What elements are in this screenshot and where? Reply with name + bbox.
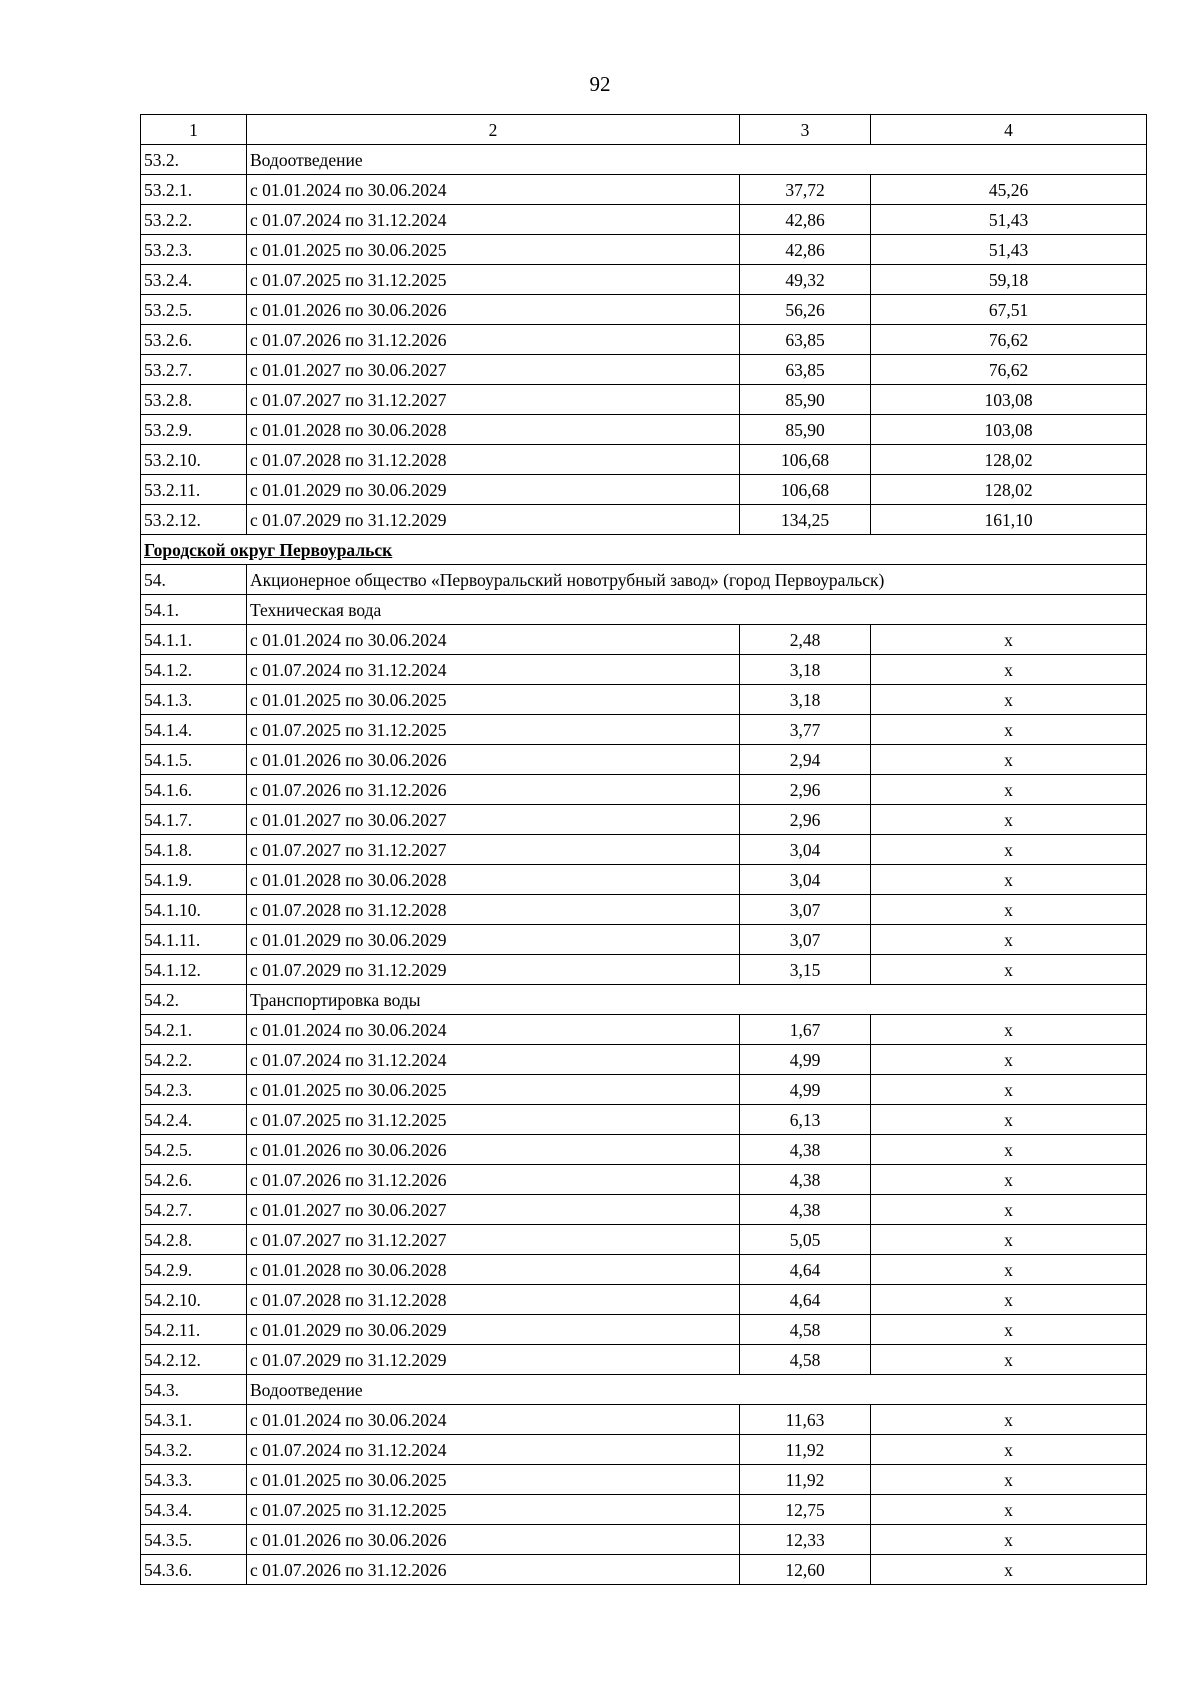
period-cell: с 01.01.2025 по 30.06.2025 (247, 1075, 740, 1105)
section-label: Техническая вода (247, 595, 1147, 625)
period-cell: с 01.07.2027 по 31.12.2027 (247, 385, 740, 415)
period-cell: с 01.07.2029 по 31.12.2029 (247, 505, 740, 535)
row-number: 54.1.1. (141, 625, 247, 655)
period-cell: с 01.01.2025 по 30.06.2025 (247, 685, 740, 715)
tariff-value-col4: x (871, 625, 1147, 655)
tariff-value-col4: x (871, 1105, 1147, 1135)
period-cell: с 01.07.2026 по 31.12.2026 (247, 325, 740, 355)
tariff-value-col3: 4,64 (740, 1285, 871, 1315)
tariff-value-col3: 3,15 (740, 955, 871, 985)
table-row (141, 1015, 1147, 1045)
period-cell: с 01.07.2026 по 31.12.2026 (247, 1555, 740, 1585)
row-number: 54.2.7. (141, 1195, 247, 1225)
tariff-value-col4: x (871, 685, 1147, 715)
tariff-value-col3: 4,38 (740, 1135, 871, 1165)
row-number: 54.1.3. (141, 685, 247, 715)
table-row (141, 445, 1147, 475)
row-number: 54.1.6. (141, 775, 247, 805)
tariff-value-col3: 42,86 (740, 205, 871, 235)
tariff-value-col3: 106,68 (740, 475, 871, 505)
row-number: 53.2.4. (141, 265, 247, 295)
tariff-value-col3: 3,18 (740, 685, 871, 715)
tariff-value-col4: x (871, 1465, 1147, 1495)
table-row (141, 1225, 1147, 1255)
tariff-value-col3: 4,99 (740, 1045, 871, 1075)
table-row (141, 205, 1147, 235)
tariff-value-col3: 4,38 (740, 1195, 871, 1225)
row-number: 54.1.12. (141, 955, 247, 985)
row-number: 53.2.5. (141, 295, 247, 325)
table-row (141, 505, 1147, 535)
row-number: 54.2.4. (141, 1105, 247, 1135)
tariff-value-col4: x (871, 1435, 1147, 1465)
table-row (141, 1135, 1147, 1165)
table-row (141, 385, 1147, 415)
section-label: Водоотведение (247, 1375, 1147, 1405)
table-row (141, 1555, 1147, 1585)
section-label: Акционерное общество «Первоуральский новотрубный завод» (город Первоуральск) (247, 565, 1147, 595)
table-row (141, 775, 1147, 805)
period-cell: с 01.01.2026 по 30.06.2026 (247, 745, 740, 775)
period-cell: с 01.07.2027 по 31.12.2027 (247, 1225, 740, 1255)
row-number: 54.1.8. (141, 835, 247, 865)
period-cell: с 01.01.2024 по 30.06.2024 (247, 1405, 740, 1435)
tariff-value-col4: x (871, 955, 1147, 985)
row-number: 53.2.1. (141, 175, 247, 205)
tariff-value-col3: 56,26 (740, 295, 871, 325)
section-label: Водоотведение (247, 145, 1147, 175)
row-number: 54.3.1. (141, 1405, 247, 1435)
column-header-4: 4 (871, 115, 1147, 145)
region-heading: Городской округ Первоуральск (141, 535, 1147, 565)
tariff-value-col4: x (871, 865, 1147, 895)
column-header-2: 2 (247, 115, 740, 145)
period-cell: с 01.07.2024 по 31.12.2024 (247, 655, 740, 685)
row-number: 54.2. (141, 985, 247, 1015)
table-row (141, 865, 1147, 895)
tariff-value-col3: 1,67 (740, 1015, 871, 1045)
period-cell: с 01.07.2028 по 31.12.2028 (247, 445, 740, 475)
table-row (141, 265, 1147, 295)
row-number: 54.2.11. (141, 1315, 247, 1345)
table-row (141, 175, 1147, 205)
row-number: 54.2.5. (141, 1135, 247, 1165)
period-cell: с 01.01.2028 по 30.06.2028 (247, 865, 740, 895)
row-number: 54.2.2. (141, 1045, 247, 1075)
table-row (141, 1525, 1147, 1555)
tariff-value-col3: 12,75 (740, 1495, 871, 1525)
tariff-value-col4: x (871, 1135, 1147, 1165)
table-row (141, 1465, 1147, 1495)
row-number: 54. (141, 565, 247, 595)
row-number: 53.2.8. (141, 385, 247, 415)
period-cell: с 01.01.2029 по 30.06.2029 (247, 475, 740, 505)
period-cell: с 01.01.2024 по 30.06.2024 (247, 175, 740, 205)
period-cell: с 01.01.2026 по 30.06.2026 (247, 1135, 740, 1165)
tariff-value-col4: 103,08 (871, 385, 1147, 415)
page-number: 92 (589, 72, 611, 96)
period-cell: с 01.07.2025 по 31.12.2025 (247, 1105, 740, 1135)
tariff-value-col4: 161,10 (871, 505, 1147, 535)
row-number: 53.2. (141, 145, 247, 175)
table-row (141, 1345, 1147, 1375)
table-row (141, 1045, 1147, 1075)
period-cell: с 01.01.2029 по 30.06.2029 (247, 925, 740, 955)
tariff-value-col4: x (871, 1345, 1147, 1375)
row-number: 54.3.3. (141, 1465, 247, 1495)
period-cell: с 01.07.2026 по 31.12.2026 (247, 1165, 740, 1195)
table-row (141, 655, 1147, 685)
period-cell: с 01.01.2027 по 30.06.2027 (247, 805, 740, 835)
table-row (141, 295, 1147, 325)
tariff-value-col3: 37,72 (740, 175, 871, 205)
section-row (141, 145, 1147, 175)
period-cell: с 01.01.2024 по 30.06.2024 (247, 625, 740, 655)
table-row (141, 625, 1147, 655)
tariff-value-col4: x (871, 1525, 1147, 1555)
table-row (141, 925, 1147, 955)
tariff-value-col4: x (871, 1285, 1147, 1315)
tariff-value-col4: x (871, 835, 1147, 865)
tariff-value-col4: x (871, 1495, 1147, 1525)
tariff-value-col3: 106,68 (740, 445, 871, 475)
tariff-value-col4: x (871, 775, 1147, 805)
row-number: 54.1. (141, 595, 247, 625)
table-row (141, 1405, 1147, 1435)
tariff-value-col3: 4,58 (740, 1345, 871, 1375)
table-row (141, 1435, 1147, 1465)
row-number: 53.2.2. (141, 205, 247, 235)
table-row (141, 895, 1147, 925)
tariff-value-col4: 76,62 (871, 325, 1147, 355)
section-row (141, 595, 1147, 625)
tariff-value-col3: 11,92 (740, 1435, 871, 1465)
tariff-value-col3: 3,04 (740, 835, 871, 865)
tariff-value-col3: 12,33 (740, 1525, 871, 1555)
table-row (141, 835, 1147, 865)
tariff-value-col3: 4,99 (740, 1075, 871, 1105)
tariff-value-col3: 63,85 (740, 355, 871, 385)
tariff-value-col4: x (871, 1075, 1147, 1105)
tariff-value-col4: x (871, 1225, 1147, 1255)
tariff-value-col4: x (871, 655, 1147, 685)
row-number: 54.1.4. (141, 715, 247, 745)
table-row (141, 1495, 1147, 1525)
tariff-value-col4: 51,43 (871, 205, 1147, 235)
tariff-value-col3: 134,25 (740, 505, 871, 535)
tariff-value-col4: x (871, 1045, 1147, 1075)
table-row (141, 955, 1147, 985)
row-number: 54.3.2. (141, 1435, 247, 1465)
table-row (141, 355, 1147, 385)
tariff-value-col4: 45,26 (871, 175, 1147, 205)
tariff-value-col4: 67,51 (871, 295, 1147, 325)
row-number: 53.2.9. (141, 415, 247, 445)
tariff-value-col4: x (871, 1165, 1147, 1195)
period-cell: с 01.01.2027 по 30.06.2027 (247, 1195, 740, 1225)
row-number: 53.2.6. (141, 325, 247, 355)
tariff-value-col4: 51,43 (871, 235, 1147, 265)
row-number: 53.2.3. (141, 235, 247, 265)
table-row (141, 1105, 1147, 1135)
period-cell: с 01.01.2025 по 30.06.2025 (247, 235, 740, 265)
period-cell: с 01.07.2024 по 31.12.2024 (247, 205, 740, 235)
tariff-value-col3: 2,96 (740, 775, 871, 805)
tariff-value-col3: 3,04 (740, 865, 871, 895)
section-row (141, 985, 1147, 1015)
period-cell: с 01.07.2024 по 31.12.2024 (247, 1045, 740, 1075)
tariff-value-col4: x (871, 895, 1147, 925)
period-cell: с 01.07.2024 по 31.12.2024 (247, 1435, 740, 1465)
table-row (141, 235, 1147, 265)
tariff-value-col4: x (871, 745, 1147, 775)
row-number: 54.1.9. (141, 865, 247, 895)
period-cell: с 01.01.2026 по 30.06.2026 (247, 295, 740, 325)
row-number: 54.3.5. (141, 1525, 247, 1555)
tariff-value-col3: 85,90 (740, 385, 871, 415)
period-cell: с 01.07.2027 по 31.12.2027 (247, 835, 740, 865)
row-number: 54.3. (141, 1375, 247, 1405)
tariff-value-col4: x (871, 1195, 1147, 1225)
row-number: 54.2.8. (141, 1225, 247, 1255)
tariff-value-col4: 76,62 (871, 355, 1147, 385)
tariff-value-col3: 3,18 (740, 655, 871, 685)
tariff-value-col3: 3,07 (740, 925, 871, 955)
tariff-value-col3: 6,13 (740, 1105, 871, 1135)
tariff-value-col3: 49,32 (740, 265, 871, 295)
period-cell: с 01.01.2027 по 30.06.2027 (247, 355, 740, 385)
period-cell: с 01.01.2028 по 30.06.2028 (247, 415, 740, 445)
period-cell: с 01.01.2026 по 30.06.2026 (247, 1525, 740, 1555)
table-row (141, 475, 1147, 505)
tariff-value-col4: x (871, 1255, 1147, 1285)
tariff-value-col3: 2,48 (740, 625, 871, 655)
period-cell: с 01.07.2028 по 31.12.2028 (247, 895, 740, 925)
tariff-value-col3: 4,58 (740, 1315, 871, 1345)
tariff-value-col3: 4,38 (740, 1165, 871, 1195)
tariff-value-col3: 2,96 (740, 805, 871, 835)
tariff-value-col4: x (871, 1315, 1147, 1345)
period-cell: с 01.07.2025 по 31.12.2025 (247, 265, 740, 295)
table-body (141, 115, 1147, 1585)
tariff-value-col4: 59,18 (871, 265, 1147, 295)
tariff-value-col4: x (871, 805, 1147, 835)
tariff-value-col4: x (871, 1405, 1147, 1435)
tariff-value-col3: 2,94 (740, 745, 871, 775)
table-row (141, 415, 1147, 445)
tariff-value-col3: 11,63 (740, 1405, 871, 1435)
period-cell: с 01.07.2025 по 31.12.2025 (247, 715, 740, 745)
period-cell: с 01.07.2029 по 31.12.2029 (247, 1345, 740, 1375)
row-number: 53.2.7. (141, 355, 247, 385)
row-number: 54.2.6. (141, 1165, 247, 1195)
tariff-value-col4: x (871, 1555, 1147, 1585)
region-heading-row (141, 535, 1147, 565)
section-label: Транспортировка воды (247, 985, 1147, 1015)
tariff-value-col4: x (871, 925, 1147, 955)
tariff-value-col3: 3,77 (740, 715, 871, 745)
period-cell: с 01.07.2025 по 31.12.2025 (247, 1495, 740, 1525)
tariff-table (140, 114, 1147, 1585)
tariff-value-col3: 3,07 (740, 895, 871, 925)
row-number: 54.3.4. (141, 1495, 247, 1525)
row-number: 54.2.10. (141, 1285, 247, 1315)
tariff-value-col3: 12,60 (740, 1555, 871, 1585)
period-cell: с 01.01.2025 по 30.06.2025 (247, 1465, 740, 1495)
table-row (141, 1075, 1147, 1105)
row-number: 54.2.3. (141, 1075, 247, 1105)
period-cell: с 01.07.2026 по 31.12.2026 (247, 775, 740, 805)
tariff-value-col3: 85,90 (740, 415, 871, 445)
section-row (141, 1375, 1147, 1405)
period-cell: с 01.01.2028 по 30.06.2028 (247, 1255, 740, 1285)
row-number: 53.2.10. (141, 445, 247, 475)
row-number: 53.2.11. (141, 475, 247, 505)
tariff-value-col4: x (871, 715, 1147, 745)
tariff-value-col4: 128,02 (871, 475, 1147, 505)
tariff-value-col4: 103,08 (871, 415, 1147, 445)
tariff-value-col3: 63,85 (740, 325, 871, 355)
section-row (141, 565, 1147, 595)
row-number: 54.1.2. (141, 655, 247, 685)
table-row (141, 1195, 1147, 1225)
tariff-value-col3: 4,64 (740, 1255, 871, 1285)
row-number: 54.2.1. (141, 1015, 247, 1045)
table-row (141, 1165, 1147, 1195)
row-number: 53.2.12. (141, 505, 247, 535)
column-header-3: 3 (740, 115, 871, 145)
table-row (141, 1285, 1147, 1315)
table-row (141, 805, 1147, 835)
tariff-value-col4: 128,02 (871, 445, 1147, 475)
row-number: 54.1.5. (141, 745, 247, 775)
row-number: 54.1.7. (141, 805, 247, 835)
table-header-row (141, 115, 1147, 145)
table-row (141, 1255, 1147, 1285)
table-row (141, 715, 1147, 745)
table-row (141, 685, 1147, 715)
tariff-value-col4: x (871, 1015, 1147, 1045)
table-row (141, 1315, 1147, 1345)
period-cell: с 01.01.2029 по 30.06.2029 (247, 1315, 740, 1345)
row-number: 54.1.11. (141, 925, 247, 955)
period-cell: с 01.07.2029 по 31.12.2029 (247, 955, 740, 985)
period-cell: с 01.01.2024 по 30.06.2024 (247, 1015, 740, 1045)
tariff-value-col3: 11,92 (740, 1465, 871, 1495)
column-header-1: 1 (141, 115, 247, 145)
row-number: 54.3.6. (141, 1555, 247, 1585)
row-number: 54.1.10. (141, 895, 247, 925)
period-cell: с 01.07.2028 по 31.12.2028 (247, 1285, 740, 1315)
row-number: 54.2.12. (141, 1345, 247, 1375)
tariff-value-col3: 42,86 (740, 235, 871, 265)
row-number: 54.2.9. (141, 1255, 247, 1285)
tariff-value-col3: 5,05 (740, 1225, 871, 1255)
table-row (141, 745, 1147, 775)
table-row (141, 325, 1147, 355)
